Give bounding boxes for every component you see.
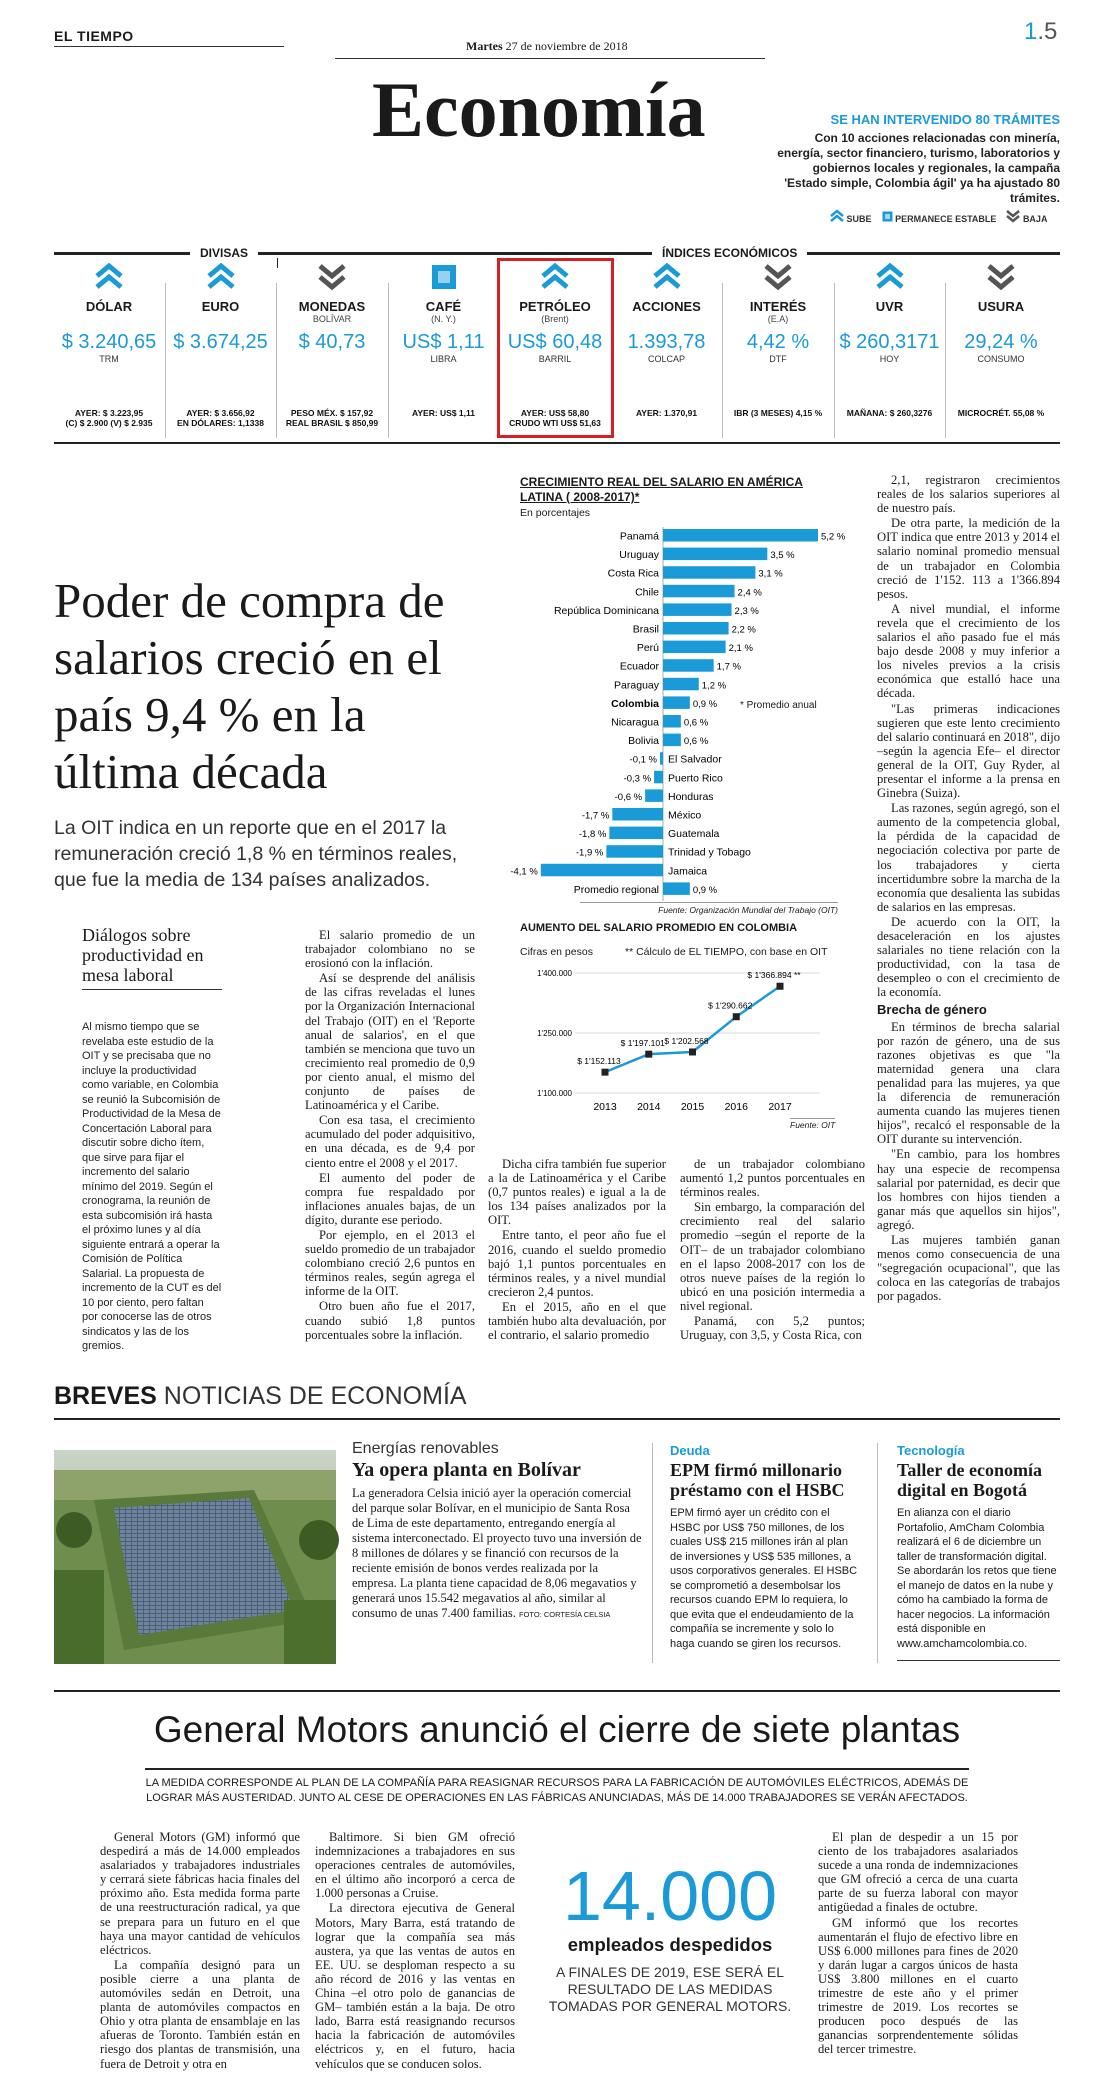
paragraph: Por ejemplo, en el 2013 el sueldo promedio de un trabajador colombiano creció 2,6 puntos en términos reales, según agrega el informe de la OIT. bbox=[305, 1227, 475, 1299]
promo-title: SE HAN INTERVENIDO 80 TRÁMITES bbox=[830, 112, 1060, 127]
arrow-down-icon bbox=[1006, 214, 1020, 224]
arrow-up-icon bbox=[95, 263, 123, 291]
bar-category-label: Guatemala bbox=[668, 828, 720, 841]
line-chart-note: ** Cálculo de EL TIEMPO, con base en OIT bbox=[625, 946, 828, 958]
breves-label: BREVES NOTICIAS DE ECONOMÍA bbox=[54, 1382, 467, 1410]
paragraph: Otro buen año fue el 2017, cuando subió 1,8 puntos porcentuales sobre la inflación. bbox=[305, 1299, 475, 1342]
paragraph: Las mujeres también ganan menos como consecuencia de una "segregación ocupacional", que las coloca en las categorías de trabajos por pagados. bbox=[877, 1232, 1060, 1304]
bar bbox=[663, 585, 735, 598]
y-tick-label: 1'250.000 bbox=[537, 1029, 572, 1038]
bar-chart-source: Fuente: Organización Mundial del Trabajo (OIT) bbox=[580, 902, 838, 915]
indicator-unit: CONSUMO bbox=[977, 354, 1025, 364]
bar bbox=[663, 548, 767, 561]
indicator-separator bbox=[945, 283, 946, 438]
bar-value-label: 3,5 % bbox=[770, 550, 795, 562]
indicator-value: $ 3.674,25 bbox=[173, 331, 268, 353]
indices-label: ÍNDICES ECONÓMICOS bbox=[652, 246, 807, 260]
callout-sub: A FINALES DE 2019, ESE SERÁ EL RESULTADO DE LAS MEDIDAS TOMADAS POR GENERAL MOTORS. bbox=[548, 1964, 792, 2014]
arrow-down-icon bbox=[318, 263, 346, 291]
bar-value-label: -4,1 % bbox=[510, 866, 538, 878]
gender-gap-heading: Brecha de género bbox=[877, 1002, 987, 1018]
page-number: 1.5 bbox=[1024, 18, 1058, 45]
line-chart bbox=[520, 965, 850, 1115]
bar bbox=[663, 696, 690, 709]
y-tick-label: 1'400.000 bbox=[537, 969, 572, 978]
paragraph: Dicha cifra también fue superior a la de Latinoamérica y el Caribe (0,7 puntos reales) e igual a la de los 134 países analizados por la OIT. bbox=[488, 1157, 666, 1228]
indicator-sub bbox=[166, 314, 276, 325]
paragraph: de un trabajador colombiano aumentó 1,2 puntos porcentuales en términos reales. bbox=[680, 1157, 865, 1200]
arrow-up-icon bbox=[830, 214, 844, 224]
indicator-uvr bbox=[835, 263, 945, 418]
point-label: $ 1'290.662 bbox=[708, 1000, 753, 1011]
bar-value-label: 2,4 % bbox=[737, 587, 762, 599]
indicator-value: 4,42 % bbox=[746, 331, 810, 353]
bar bbox=[541, 864, 663, 877]
callout-number: 14.000 bbox=[562, 1857, 778, 1935]
paragraph: "Las primeras indicaciones sugieren que este lento crecimiento del salario continuará en 2018", dijo –según la agencia Efe– el director general de la OIT, Guy Ryder, al presentar el informe a la prensa en Ginebra (Suiza). bbox=[877, 701, 1060, 801]
bar bbox=[663, 566, 755, 579]
paragraph: Baltimore. Si bien GM ofreció indemnizaciones a trabajadores en sus operaciones centrales de automóviles, en el último año incorporó a cerca de 1.000 personas a Cruise. bbox=[315, 1830, 515, 1901]
indicator-monedas bbox=[277, 263, 387, 428]
bar bbox=[645, 789, 663, 802]
indicator-value: 29,24 % bbox=[964, 331, 1038, 353]
bar bbox=[663, 641, 726, 654]
paragraph: De acuerdo con la OIT, la desaceleración en los ajustes salariales no tiene relación con la productividad, con la tasa de desempleo o con el crecimiento de la economía. bbox=[877, 914, 1060, 1000]
x-tick-label: 2014 bbox=[637, 1101, 661, 1113]
promo-text: Con 10 acciones relacionadas con minería, energía, sector financiero, turismo, laboratorios y gobiernos locales y regionales, la campaña 'Estado simple, Colombia ágil' ya ha ajustado 80 trámites. bbox=[777, 131, 1060, 205]
x-tick-label: 2017 bbox=[768, 1101, 792, 1113]
indicator-unit: LIBRA bbox=[430, 354, 457, 364]
bar bbox=[663, 715, 681, 728]
bar-category-label: Puerto Rico bbox=[668, 772, 723, 785]
bar-value-label: 2,3 % bbox=[734, 605, 759, 617]
main-col-4 bbox=[877, 473, 1060, 1304]
breve-1-title: Ya opera planta en Bolívar bbox=[352, 1459, 581, 1481]
bar-value-label: 0,6 % bbox=[683, 736, 709, 748]
bar-chart-title: CRECIMIENTO REAL DEL SALARIO EN AMÉRICA LATINA ( 2008-2017)* bbox=[520, 475, 803, 504]
indicator-name: USURA bbox=[977, 299, 1025, 314]
bar-category-label: Promedio regional bbox=[573, 883, 659, 896]
bar-value-label: -0,1 % bbox=[629, 754, 658, 766]
bar bbox=[654, 771, 663, 784]
bar bbox=[663, 678, 699, 691]
bar bbox=[663, 659, 714, 672]
indicators-bottom-rule bbox=[54, 442, 1060, 444]
paragraph: La directora ejecutiva de General Motors, Mary Barra, está tratando de lograr que la compañía sea más austera, ya que las ventas de autos en EE. UU. se desploman respecto a su año récord de 2016 y las ventas en China –el otro polo de ganancias de GM– también están a la baja. De otro lado, Barra está reasignando recursos hacia la fabricación de automóviles eléctricos y, en el futuro, hacia vehículos que se conducen solos. bbox=[315, 1901, 515, 2071]
indicator-unit: DTF bbox=[769, 354, 787, 364]
bar bbox=[606, 845, 663, 858]
breve-sep-1 bbox=[652, 1443, 653, 1663]
breve-1-kicker: Energías renovables bbox=[352, 1440, 499, 1457]
x-tick-label: 2013 bbox=[593, 1101, 617, 1113]
bar-category-label: Trinidad y Tobago bbox=[668, 846, 751, 859]
bar-value-label: 0,9 % bbox=[692, 698, 718, 710]
bar-value-label: 0,6 % bbox=[683, 717, 709, 729]
stable-square-icon bbox=[882, 214, 893, 224]
trend-legend: SUBE PERMANECE ESTABLE BAJA bbox=[830, 210, 1047, 224]
indicator-value: $ 260,3171 bbox=[839, 331, 940, 353]
paragraph: El salario promedio de un trabajador colombiano no se erosionó con la inflación. bbox=[305, 928, 475, 971]
bar-value-label: -1,8 % bbox=[578, 829, 607, 841]
bar-category-label: República Dominicana bbox=[553, 604, 659, 617]
point-label: $ 1'152.113 bbox=[577, 1056, 621, 1067]
arrow-down-icon bbox=[987, 263, 1015, 291]
gm-deck-rule bbox=[145, 1768, 969, 1770]
x-tick-label: 2015 bbox=[680, 1101, 705, 1113]
bar bbox=[663, 529, 818, 542]
point-label: $ 1'366.894 ** bbox=[747, 970, 801, 981]
paragraph: A nivel mundial, el informe revela que el crecimiento de los salarios el año pasado fue el más bajo desde 2008 y muy inferior a los niveles previos a la crisis económica que estalló hace una década. bbox=[877, 601, 1060, 701]
main-headline: Poder de compra de salarios creció en el país 9,4 % en la última década bbox=[54, 573, 445, 799]
indicator-name: DÓLAR bbox=[85, 299, 133, 314]
paragraph: GM informó que los recortes aumentarán el flujo de efectivo libre en US$ 6.000 millones para fines de 2020 y darán lugar a cargos únicos de hasta US$ 3.800 millones en el cuarto trimestre de este año y el primer trimestre de 2019. Los recortes se producen poco después de las ganancias sorprendentemente sólidas del tercer trimestre. bbox=[818, 1915, 1018, 2057]
indicator-previous: AYER: $ 3.223,95 (C) $ 2.900 (V) $ 2.935 bbox=[65, 408, 153, 428]
indicator-previous: MAÑANA: $ 260,3276 bbox=[846, 408, 933, 418]
paragraph: "En cambio, para los hombres hay una especie de recompensa salarial por paternidad, es decir que los hombres con hijos tienden a ganar más que aquellos sin hijos", agregó. bbox=[877, 1147, 1060, 1232]
indicator-name: CAFÉ bbox=[425, 299, 462, 314]
sidebar-text: Al mismo tiempo que se revelaba este estudio de la OIT y se precisaba que no incluye la productividad como variable, en Colombia se reunió la Subcomisión de Productividad de la Mesa de Concertación Laboral para discutir sobre dicho ítem, que sirve para fijar el incremento del salario mínimo del 2019. Según el cronograma, la reunión de esta subcomisión irá hasta el próximo lunes y al día siguiente entrará a operar la Comisión de Política Salarial. La propuesta de incremento de la CUT es del 10 por ciento, pero faltan por conocerse las de otros sindicatos y las de los gremios. bbox=[82, 1021, 222, 1352]
indicator-sub bbox=[612, 314, 722, 325]
arrow-down-icon bbox=[764, 263, 792, 291]
indicator-name: PETRÓLEO bbox=[519, 299, 591, 314]
section-title: Economía bbox=[372, 66, 706, 153]
bar-value-label: 2,1 % bbox=[728, 643, 753, 655]
line-chart-source: Fuente: OIT bbox=[790, 1120, 836, 1130]
paragraph: El aumento del poder de compra fue respaldado por inflaciones anuales bajas, de un dígito, durante ese periodo. bbox=[305, 1170, 475, 1227]
bar-category-label: Nicaragua bbox=[611, 716, 659, 729]
arrow-up-icon bbox=[207, 263, 235, 291]
bar-value-label: -1,7 % bbox=[581, 810, 610, 822]
point-label: $ 1'197.101 bbox=[620, 1038, 665, 1049]
indicator-sub: BOLÍVAR bbox=[312, 314, 352, 324]
bar-value-label: 5,2 % bbox=[821, 531, 846, 543]
bar-category-label: Paraguay bbox=[614, 679, 659, 692]
bar-value-label: 0,9 % bbox=[692, 884, 718, 896]
breve-1-text: La generadora Celsia inició ayer la operación comercial del parque solar Bolívar, en el municipio de Santa Rosa de Lima de este departamento, entregando energía al sistema interconectado. El proyecto tuvo una inversión de 8 millones de dólares y se financió con recursos de la reciente emisión de bonos verdes realizada por la empresa. La planta tiene capacidad de 8,06 megavatios y generará unos 15.542 megavatios al año, similar al consumo de unas 7.400 familias. FOTO: CORTESÍA CELSIA bbox=[352, 1486, 642, 1620]
indicator-dólar bbox=[54, 263, 164, 428]
bar-category-label: Chile bbox=[635, 586, 659, 599]
indicator-sub: (N. Y.) bbox=[431, 314, 456, 324]
main-col-1 bbox=[305, 928, 475, 1343]
indicator-unit: TRM bbox=[99, 354, 119, 364]
gm-col-3 bbox=[818, 1830, 1018, 2058]
sidebar-box bbox=[82, 925, 222, 1354]
indicator-previous: AYER: $ 3.656,92 EN DÓLARES: 1,1338 bbox=[177, 408, 264, 428]
paragraph: Entre tanto, el peor año fue el 2016, cuando el sueldo promedio bajó 1,1 puntos porcentuales en términos reales, y a nivel mundial crecieron 2,4 puntos. bbox=[488, 1228, 666, 1299]
breve-2-text: EPM firmó ayer un crédito con el HSBC por US$ 750 millones, de los cuales US$ 215 millones irán al plan de inversiones y US$ 535 millones, a usos corporativos generales. El HSBC se comprometió a desembolsar los recursos cuando EPM lo requiera, lo que evita que el endeudamiento de la compañía se incremente y solo lo haga cuando se giren los recursos. bbox=[670, 1507, 858, 1650]
bar-chart-subtitle: En porcentajes bbox=[520, 507, 591, 519]
indicator-previous: PESO MÉX. $ 157,92 REAL BRASIL $ 850,99 bbox=[285, 408, 379, 428]
bar bbox=[663, 603, 732, 616]
bar-category-label: Costa Rica bbox=[607, 567, 659, 580]
gm-headline: General Motors anunció el cierre de siete plantas bbox=[153, 1709, 961, 1750]
indicator-unit: COLCAP bbox=[647, 354, 685, 364]
indicator-name: EURO bbox=[201, 299, 240, 314]
indicator-usura bbox=[946, 263, 1056, 418]
bar-value-label: 3,1 % bbox=[758, 568, 783, 580]
breves-rule bbox=[54, 1418, 1060, 1420]
indicator-sub bbox=[835, 314, 945, 325]
paragraph: En el 2015, año en el que también hubo alta devaluación, por el contrario, el salario promedio bbox=[488, 1299, 666, 1343]
paragraph: La compañía designó para un posible cierre a una planta de automóviles sedán en Detroit, una planta de automóviles compactos en Ohio y otra planta de ensamblaje en las afueras de Toronto. También están en riesgo dos plantas de transmisión, una fuera de Detroit y otra en bbox=[100, 1957, 300, 2071]
breve-2-kicker: Deuda bbox=[670, 1443, 710, 1458]
indicator-interés bbox=[723, 263, 833, 418]
bar-chart-header bbox=[520, 475, 840, 519]
line-chart-subtitle: Cifras en pesos bbox=[520, 946, 593, 958]
indicator-name: MONEDAS bbox=[298, 299, 366, 314]
gm-deck: LA MEDIDA CORRESPONDE AL PLAN DE LA COMPAÑÍA PARA REASIGNAR RECURSOS PARA LA FABRICACIÓN DE AUTOMÓVILES ELÉCTRICOS, ADEMÁS DE LOGRAR MÁS AUSTERIDAD. JUNTO AL CESE DE OPERACIONES EN LAS FÁBRICAS ANUNCIADAS, MÁS DE 14.000 TRABAJADORES SE VERÁN AFECTADOS. bbox=[145, 1777, 969, 1804]
salary-line bbox=[605, 986, 780, 1072]
main-col-2 bbox=[488, 1157, 666, 1343]
indicator-separator bbox=[165, 283, 166, 438]
paragraph: 2,1, registraron crecimientos reales de los salarios superiores al de nuestro país. bbox=[877, 473, 1060, 516]
arrow-up-icon bbox=[653, 263, 681, 291]
paper-name: EL TIEMPO bbox=[54, 28, 134, 44]
indicator-value: US$ 60,48 bbox=[507, 331, 603, 353]
indicator-euro bbox=[166, 263, 276, 428]
indicator-value: 1.393,78 bbox=[627, 331, 706, 353]
line-point bbox=[645, 1051, 652, 1058]
line-chart-title: AUMENTO DEL SALARIO PROMEDIO EN COLOMBIA bbox=[520, 922, 798, 934]
indicator-value: $ 40,73 bbox=[298, 331, 366, 353]
main-col-3 bbox=[680, 1157, 865, 1343]
gm-col-1 bbox=[100, 1830, 300, 2072]
indicator-sub bbox=[946, 314, 1056, 325]
petroleo-highlight bbox=[497, 258, 614, 438]
bar-category-label: Uruguay bbox=[619, 549, 659, 562]
indicator-previous: AYER: US$ 1,11 bbox=[412, 408, 475, 418]
bar-value-label: 2,2 % bbox=[731, 624, 756, 636]
indicator-sub: (Brent) bbox=[541, 314, 569, 324]
bar-category-label: Panamá bbox=[619, 530, 659, 543]
indicator-separator bbox=[722, 283, 723, 438]
header-rule-left bbox=[54, 46, 284, 47]
stable-square-icon bbox=[430, 263, 458, 291]
breve-sep-2 bbox=[877, 1443, 878, 1663]
indicator-café bbox=[389, 263, 499, 418]
breve-3-title: Taller de economía digital en Bogotá bbox=[897, 1460, 1042, 1500]
line-point bbox=[733, 1013, 740, 1020]
indicator-unit: HOY bbox=[879, 354, 900, 364]
y-tick-label: 1'100.000 bbox=[537, 1089, 572, 1098]
bar bbox=[663, 622, 729, 635]
bar-category-label: El Salvador bbox=[668, 753, 722, 766]
indicator-name: UVR bbox=[875, 299, 904, 314]
bar-category-label: Ecuador bbox=[619, 660, 659, 673]
indicator-previous: AYER: 1.370,91 bbox=[635, 408, 698, 418]
promo-box bbox=[770, 112, 1060, 206]
indicator-acciones bbox=[612, 263, 722, 418]
bar bbox=[663, 734, 681, 747]
indicator-name: ACCIONES bbox=[632, 299, 701, 314]
paragraph: El plan de despedir a un 15 por ciento de los trabajadores asalariados sucede a una ronda de indemnizaciones que GM ofreció a cerca de una cuarta parte de su fuerza laboral con mayor antigüedad a finales de octubre. bbox=[818, 1830, 1018, 1915]
indicator-sub bbox=[54, 314, 164, 325]
paragraph: Panamá, con 5,2 puntos; Uruguay, con 3,5, y Costa Rica, con bbox=[680, 1314, 865, 1343]
bar bbox=[609, 827, 663, 840]
indicator-sub: (E.A) bbox=[767, 314, 789, 324]
date-rule bbox=[335, 58, 765, 59]
indicator-previous: AYER: US$ 58,80 CRUDO WTI US$ 51,63 bbox=[509, 408, 601, 428]
breve-2 bbox=[670, 1443, 860, 1651]
bar-category-label: Honduras bbox=[668, 790, 714, 803]
indicator-previous: IBR (3 MESES) 4,15 % bbox=[733, 408, 823, 418]
indicator-value: $ 3.240,65 bbox=[61, 331, 157, 353]
bar-category-label: Bolivia bbox=[628, 735, 659, 748]
bar-value-label: -0,6 % bbox=[614, 791, 643, 803]
line-point bbox=[602, 1069, 609, 1076]
bar bbox=[612, 808, 663, 821]
paragraph: Las razones, según agregó, son el aumento de la competencia global, la pérdida de la capacidad de negociación colectiva por parte de los trabajadores y cierta incertidumbre sobre la marcha de la economía que desalienta las subidas de salarios en las empresas. bbox=[877, 801, 1060, 914]
breve-3-kicker: Tecnología bbox=[897, 1443, 965, 1458]
sidebar-title: Diálogos sobre productividad en mesa laboral bbox=[82, 925, 222, 990]
main-deck: La OIT indica en un reporte que en el 2017 la remuneración creció 1,8 % en términos reales, que fue la media de 134 países analizados. bbox=[54, 817, 458, 891]
breve-3-text: En alianza con el diario Portafolio, AmCham Colombia realizará el 6 de diciembre un taller de transformación digital. Se abordarán los retos que tiene el manejo de datos en la nube y cómo ha cambiado la forma de hacer negocios. La información está disponible en www.amchamcolombia.co. bbox=[897, 1507, 1057, 1650]
point-label: $ 1'202.568 bbox=[664, 1035, 709, 1046]
breve-1 bbox=[352, 1440, 642, 1622]
arrow-up-icon bbox=[876, 263, 904, 291]
solar-plant-photo bbox=[54, 1450, 336, 1664]
indicator-name: INTERÉS bbox=[749, 299, 807, 314]
bar-category-label: Jamaica bbox=[668, 865, 708, 878]
gm-top-rule bbox=[54, 1690, 1060, 1692]
x-tick-label: 2016 bbox=[724, 1101, 748, 1113]
gm-col-2 bbox=[315, 1830, 515, 2072]
line-point bbox=[689, 1048, 696, 1055]
bar-value-label: 1,7 % bbox=[716, 661, 741, 673]
indicator-value: US$ 1,11 bbox=[402, 331, 485, 353]
paragraph: General Motors (GM) informó que despedirá a más de 14.000 empleados asalariados y trabajadores industriales y cerrará siete fábricas hacia finales del próximo año. Esta medida forma parte de una reestructuración radical, ya que se prepara para un futuro en el que haya una mayor cantidad de vehículos eléctricos. bbox=[100, 1830, 300, 1957]
bar-category-label: Colombia bbox=[611, 697, 659, 710]
issue-date: Martes 27 de noviembre de 2018 bbox=[466, 39, 628, 53]
bar-chart bbox=[510, 525, 850, 900]
breve-2-title: EPM firmó millonario préstamo con el HSBC bbox=[670, 1460, 845, 1500]
indicator-separator bbox=[834, 283, 835, 438]
bar-category-label: Brasil bbox=[632, 623, 659, 636]
indicator-separator bbox=[276, 283, 277, 438]
paragraph: Así se desprende del análisis de las cifras reveladas el lunes por la Organización Internacional del Trabajo (OIT) en el 'Reporte anual de salarios', en el que también se menciona que tuvo un crecimiento real promedio de 0,9 por ciento anual, el mismo del conjunto de países de Latinoamérica y el Caribe. bbox=[305, 971, 475, 1113]
gm-callout bbox=[535, 1857, 805, 2015]
bar-category-label: México bbox=[668, 809, 702, 822]
bar-value-label: -1,9 % bbox=[575, 847, 604, 859]
paragraph: Con esa tasa, el crecimiento acumulado del poder adquisitivo, en una década, es de 9,4 por ciento entre el 2008 y el 2017. bbox=[305, 1113, 475, 1170]
divisas-label: DIVISAS bbox=[190, 246, 258, 260]
indicator-unit: BARRIL bbox=[538, 354, 572, 364]
breve-3 bbox=[897, 1443, 1060, 1651]
bar-value-label: 1,2 % bbox=[701, 680, 727, 692]
bar bbox=[663, 882, 690, 895]
paragraph: En términos de brecha salarial por razón de género, una de sus razones objetivas es que "la maternidad genera una clara penalidad para las mujeres, ya que la diferencia de remuneración aumenta cuando las mujeres tienen hijos", recalcó el responsable de la OIT durante su intervención. bbox=[877, 1019, 1060, 1147]
line-point bbox=[777, 983, 784, 990]
paragraph: Sin embargo, la comparación del crecimiento real del salario promedio –según el reporte de la OIT– de un trabajador colombiano en el lapso 2008-2017 con los de otros nueve países de la región lo ubicó en una posición intermedia a nivel regional. bbox=[680, 1200, 865, 1313]
paragraph: De otra parte, la medición de la OIT indica que entre 2013 y 2014 el salario nominal promedio mensual de un trabajador en Colombia creció de 1'152. 113 a 1'366.894 pesos. bbox=[877, 516, 1060, 601]
callout-label: empleados despedidos bbox=[567, 1934, 773, 1955]
breve-3-rule bbox=[897, 1660, 1060, 1661]
bar-category-label: Perú bbox=[636, 642, 659, 655]
bar bbox=[660, 752, 663, 765]
bar-value-label: -0,3 % bbox=[623, 773, 652, 785]
bar-chart-footnote: * Promedio anual bbox=[740, 700, 817, 711]
indicator-previous: MICROCRÉT. 55,08 % bbox=[957, 408, 1045, 418]
indicator-separator bbox=[388, 283, 389, 438]
